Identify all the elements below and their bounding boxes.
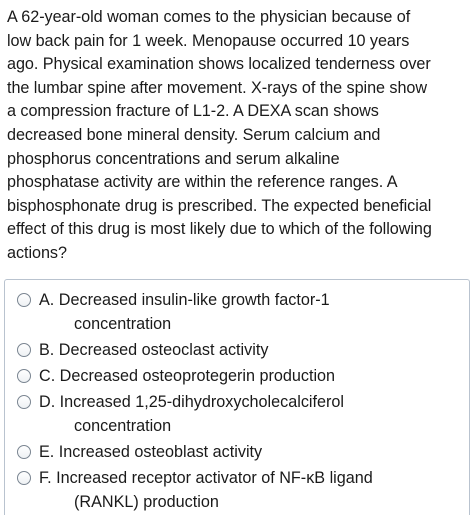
- question-line: the lumbar spine after movement. X-rays of the spine show: [7, 78, 428, 97]
- radio-button-f[interactable]: [17, 471, 31, 485]
- radio-button-c[interactable]: [17, 369, 31, 383]
- question-stem: [7, 6, 467, 266]
- question-line: ago. Physical examination shows localized tenderness over: [7, 55, 431, 74]
- question-line: decreased bone mineral density. Serum calcium and: [7, 125, 381, 144]
- answer-option-e-label: E. Increased osteoblast activity: [39, 443, 263, 461]
- question-line: bisphosphonate drug is prescribed. The expected beneficial: [7, 196, 432, 215]
- question-line: actions?: [7, 243, 67, 262]
- question-line: phosphorus concentrations and serum alkaline: [7, 149, 340, 168]
- answer-option-c-label: C. Decreased osteoprotegerin production: [39, 367, 336, 385]
- answer-option-d-label: D. Increased 1,25-dihydroxycholecalciferol concentration: [39, 393, 345, 435]
- radio-button-d[interactable]: [17, 395, 31, 409]
- radio-button-a[interactable]: [17, 293, 31, 307]
- answer-option-f-label: F. Increased receptor activator of NF-κB ligand (RANKL) production: [39, 469, 373, 511]
- question-line: phosphatase activity are within the reference ranges. A: [7, 173, 398, 192]
- radio-button-b[interactable]: [17, 343, 31, 357]
- question-line: low back pain for 1 week. Menopause occurred 10 years: [7, 31, 410, 50]
- question-line: A 62-year-old woman comes to the physician because of: [7, 8, 411, 26]
- question-line: a compression fracture of L1-2. A DEXA scan shows: [7, 102, 379, 121]
- question-line: effect of this drug is most likely due to which of the following: [7, 220, 432, 239]
- radio-button-e[interactable]: [17, 445, 31, 459]
- answer-option-a-label: A. Decreased insulin-like growth factor-1 concentration: [39, 291, 330, 333]
- answer-option-b-label: B. Decreased osteoclast activity: [39, 341, 269, 359]
- answer-options-panel: [4, 279, 470, 515]
